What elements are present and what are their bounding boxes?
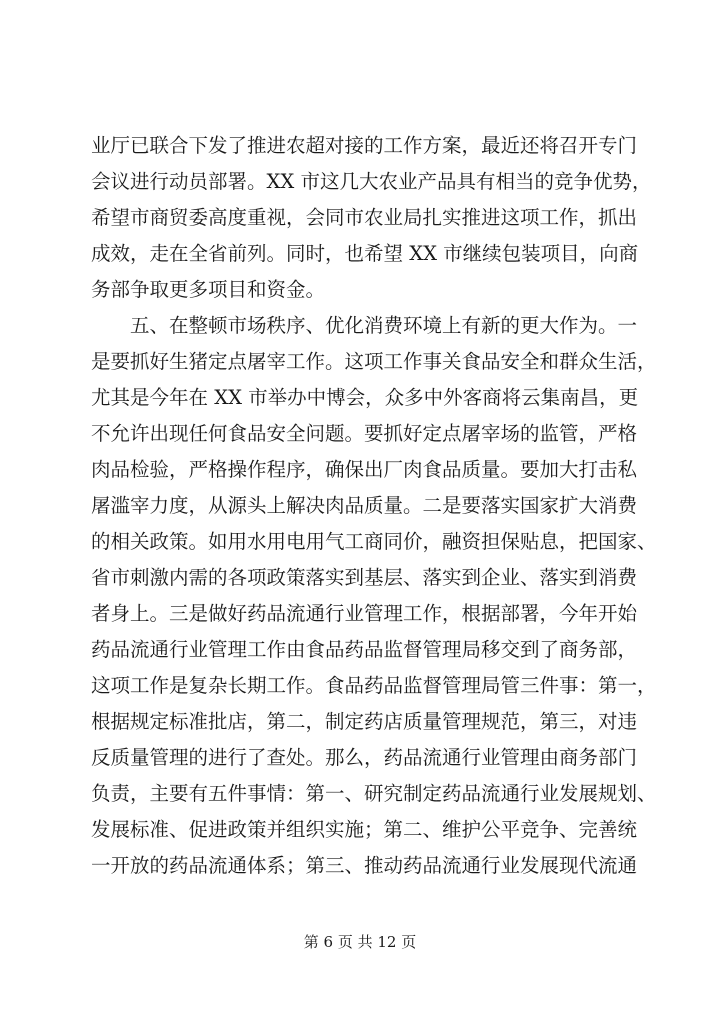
text-line: 肉品检验，严格操作程序，确保出厂肉食品质量。要加大打击私 [91, 458, 638, 481]
text-line: 成效，走在全省前列。同时，也希望 XX 市继续包装项目，向商 [91, 242, 639, 265]
text-line: 五、在整顿市场秩序、优化消费环境上有新的更大作为。一 [91, 314, 638, 337]
body-text [91, 128, 657, 884]
text-line: 负责，主要有五件事情：第一、研究制定药品流通行业发展规划、 [91, 782, 657, 805]
text-line: 药品流通行业管理工作由食品药品监督管理局移交到了商务部， [91, 638, 638, 661]
text-line: 会议进行动员部署。XX 市这几大农业产品具有相当的竞争优势， [91, 170, 652, 193]
text-line: 反质量管理的进行了查处。那么，药品流通行业管理由商务部门 [91, 746, 638, 769]
text-line: 根据规定标准批店，第二，制定药店质量管理规范，第三，对违 [91, 710, 638, 733]
text-line: 业厅已联合下发了推进农超对接的工作方案，最近还将召开专门 [91, 134, 638, 157]
text-line: 省市刺激内需的各项政策落实到基层、落实到企业、落实到消费 [91, 566, 638, 589]
text-line: 是要抓好生猪定点屠宰工作。这项工作事关食品安全和群众生活， [91, 350, 657, 373]
text-line: 发展标准、促进政策并组织实施；第二、维护公平竞争、完善统 [91, 818, 638, 841]
text-line: 一开放的药品流通体系；第三、推动药品流通行业发展现代流通 [91, 854, 638, 877]
text-line: 务部争取更多项目和资金。 [91, 278, 326, 301]
text-line: 这项工作是复杂长期工作。食品药品监督管理局管三件事：第一， [91, 674, 657, 697]
text-line: 希望市商贸委高度重视，会同市农业局扎实推进这项工作，抓出 [91, 206, 638, 229]
text-line: 者身上。三是做好药品流通行业管理工作，根据部署，今年开始 [91, 602, 638, 625]
text-line: 的相关政策。如用水用电用气工商同价，融资担保贴息，把国家、 [91, 530, 657, 553]
text-line: 屠滥宰力度，从源头上解决肉品质量。二是要落实国家扩大消费 [91, 494, 638, 517]
text-line: 尤其是今年在 XX 市举办中博会，众多中外客商将云集南昌，更 [91, 386, 639, 409]
page-footer: 第 6 页 共 12 页 [303, 933, 417, 951]
text-line: 不允许出现任何食品安全问题。要抓好定点屠宰场的监管，严格 [91, 422, 638, 445]
